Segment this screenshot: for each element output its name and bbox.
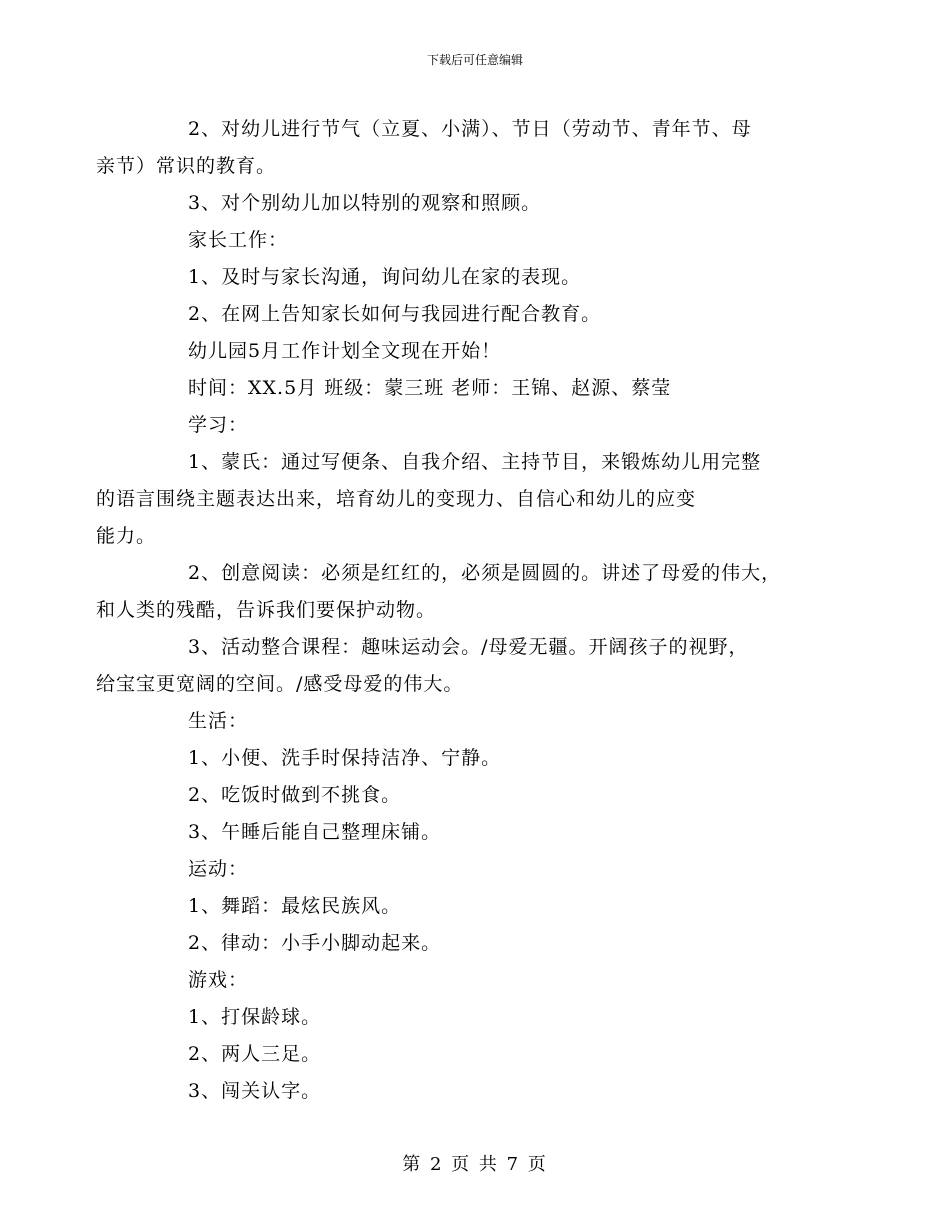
- list-item: [142, 740, 822, 777]
- page-header-note: 下载后可任意编辑: [426, 53, 523, 67]
- text-line: 3、对个别幼儿加以特别的观察和照顾。: [188, 192, 542, 214]
- text-line: 的语言围绕主题表达出来，培育幼儿的变现力、自信心和幼儿的应变: [96, 488, 697, 510]
- text-line: 1、打保龄球。: [188, 1006, 322, 1028]
- list-item: [142, 777, 822, 814]
- text-line: 时间：XX.5月 班级：蒙三班 老师：王锦、赵源、蔡莹: [188, 377, 672, 399]
- text-line: 1、蒙氏：通过写便条、自我介绍、主持节目，来锻炼幼儿用完整: [188, 451, 762, 473]
- text-line: 3、午睡后能自己整理床铺。: [188, 821, 442, 843]
- text-line: 2、在网上告知家长如何与我园进行配合教育。: [188, 303, 602, 325]
- text-line: 生活：: [188, 710, 249, 732]
- paragraph-parent-communication: [142, 259, 822, 296]
- paragraph-creative-reading: [96, 555, 822, 629]
- text-line: 能力。: [96, 525, 157, 547]
- paragraph-plan-start: [142, 333, 822, 370]
- text-line: 运动：: [188, 858, 249, 880]
- text-line: 给宝宝更宽阔的空间。/感受母爱的伟大。: [96, 673, 464, 695]
- list-item: [142, 1073, 822, 1110]
- text-line: 学习：: [188, 414, 249, 436]
- text-line: 1、小便、洗手时保持洁净、宁静。: [188, 747, 502, 769]
- text-line: 3、活动整合课程：趣味运动会。/母爱无疆。开阔孩子的视野，: [188, 636, 749, 658]
- text-line: 2、两人三足。: [188, 1043, 322, 1065]
- text-line: 2、吃饭时做到不挑食。: [188, 784, 402, 806]
- section-heading-games: [142, 962, 822, 999]
- list-item: [142, 925, 822, 962]
- text-line: 游戏：: [188, 969, 249, 991]
- paragraph-time-class-teachers: [142, 370, 822, 407]
- text-line: 1、及时与家长沟通，询问幼儿在家的表现。: [188, 266, 582, 288]
- text-line: 幼儿园5月工作计划全文现在开始！: [188, 340, 502, 362]
- list-item: [142, 814, 822, 851]
- text-line: 2、律动：小手小脚动起来。: [188, 932, 442, 954]
- paragraph-festival-education: [96, 111, 822, 185]
- document-body: [96, 111, 822, 1110]
- text-line: 亲节）常识的教育。: [96, 155, 277, 177]
- list-item: [142, 1036, 822, 1073]
- list-item: [142, 999, 822, 1036]
- paragraph-montessori: [96, 444, 822, 555]
- text-line: 1、舞蹈：最炫民族风。: [188, 895, 402, 917]
- section-heading-sports: [142, 851, 822, 888]
- list-item: [142, 888, 822, 925]
- text-line: 和人类的残酷，告诉我们要保护动物。: [96, 599, 437, 621]
- paragraph-integrated-course: [96, 629, 822, 703]
- text-line: 2、创意阅读：必须是红红的，必须是圆圆的。讲述了母爱的伟大，: [188, 562, 782, 584]
- paragraph-online-notice: [142, 296, 822, 333]
- page-number-indicator: 第 2 页 共 7 页: [402, 1154, 548, 1175]
- paragraph-individual-care: [142, 185, 822, 222]
- section-heading-study: [142, 407, 822, 444]
- text-line: 3、闯关认字。: [188, 1080, 322, 1102]
- section-heading-parent-work: [142, 222, 822, 259]
- text-line: 2、对幼儿进行节气（立夏、小满）、节日（劳动节、青年节、母: [188, 118, 752, 140]
- text-line: 家长工作：: [188, 229, 289, 251]
- section-heading-life: [142, 703, 822, 740]
